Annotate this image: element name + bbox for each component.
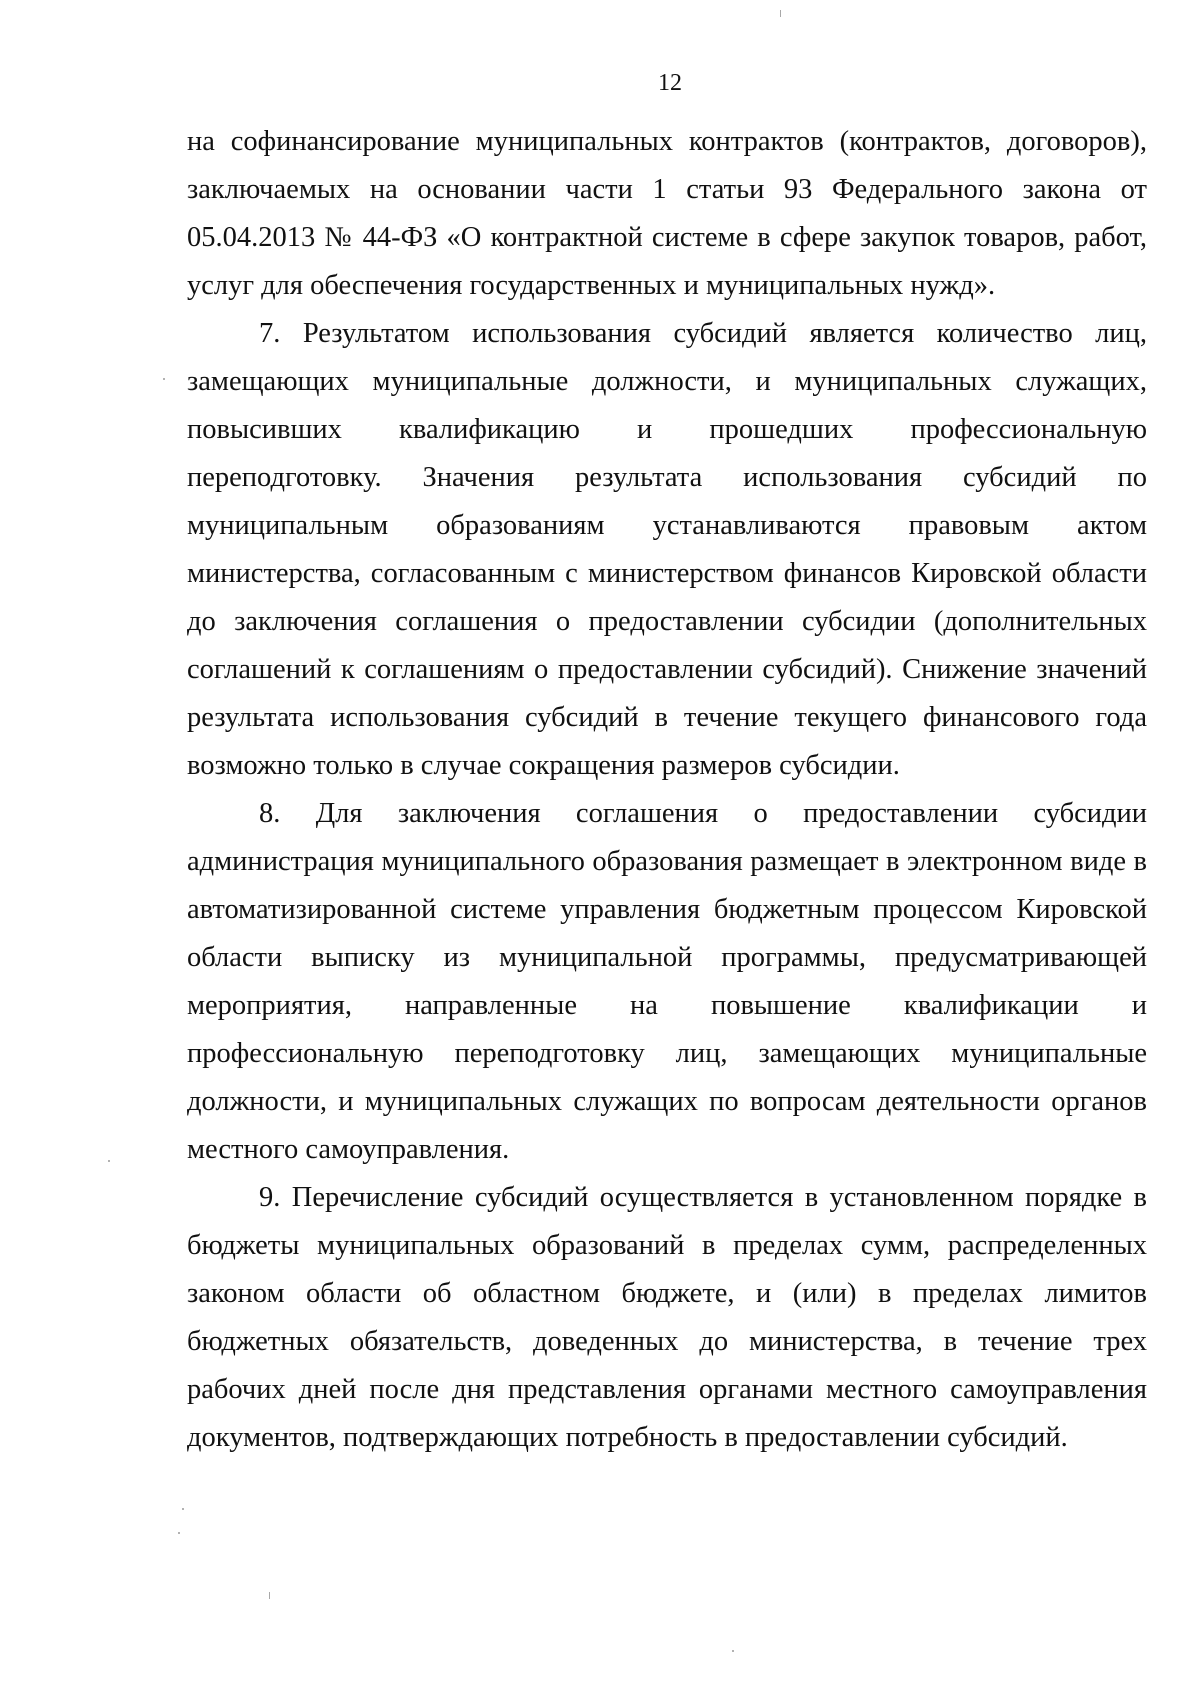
scan-speck (178, 1532, 180, 1534)
paragraph-item-9: 9. Перечисление субсидий осуществляется в установленном порядке в бюджеты муниципальных образований в пределах сумм, распределенных законом области об областном бюджете, и (или) в пределах лимитов бюджетных обязательств, доведенных до министерства, в течение трех рабочих дней после дня представления органами местного самоуправления документов, подтверждающих потребность в предоставлении субсидий. (187, 1182, 1147, 1453)
paragraph-item-7: 7. Результатом использования субсидий является количество лиц, замещающих муниципальные должности, и муниципальных служащих, повысивших квалификацию и прошедших профессиональную переподготовку. Значения результата использования субсидий по муниципальным образованиям устанавливаются правовым актом министерства, согласованным с министерством финансов Кировской области до заключения соглашения о предоставлении субсидии (дополнительных соглашений к соглашениям о предоставлении субсидий). Снижение значений результата использования субсидий в течение текущего финансового года возможно только в случае сокращения размеров субсидии. (187, 318, 1147, 781)
scan-speck (163, 378, 165, 380)
scan-mark (780, 10, 781, 17)
scan-speck (732, 1650, 734, 1652)
scan-speck (182, 1508, 184, 1510)
paragraph-continuation: на софинансирование муниципальных контрактов (контрактов, договоров), заключаемых на основании части 1 статьи 93 Федерального закона от 05.04.2013 № 44-ФЗ «О контрактной системе в сфере закупок товаров, работ, услуг для обеспечения государственных и муниципальных нужд». (187, 126, 1147, 301)
scan-speck (108, 1160, 110, 1162)
page-number: 12 (658, 70, 682, 96)
scan-mark (269, 1592, 270, 1599)
paragraph-item-8: 8. Для заключения соглашения о предоставлении субсидии администрация муниципального образования размещает в электронном виде в автоматизированной системе управления бюджетным процессом Кировской области выписку из муниципальной программы, предусматривающей мероприятия, направленные на повышение квалификации и профессиональную переподготовку лиц, замещающих муниципальные должности, и муниципальных служащих по вопросам деятельности органов местного самоуправления. (187, 798, 1147, 1165)
document-body (187, 118, 1147, 1462)
